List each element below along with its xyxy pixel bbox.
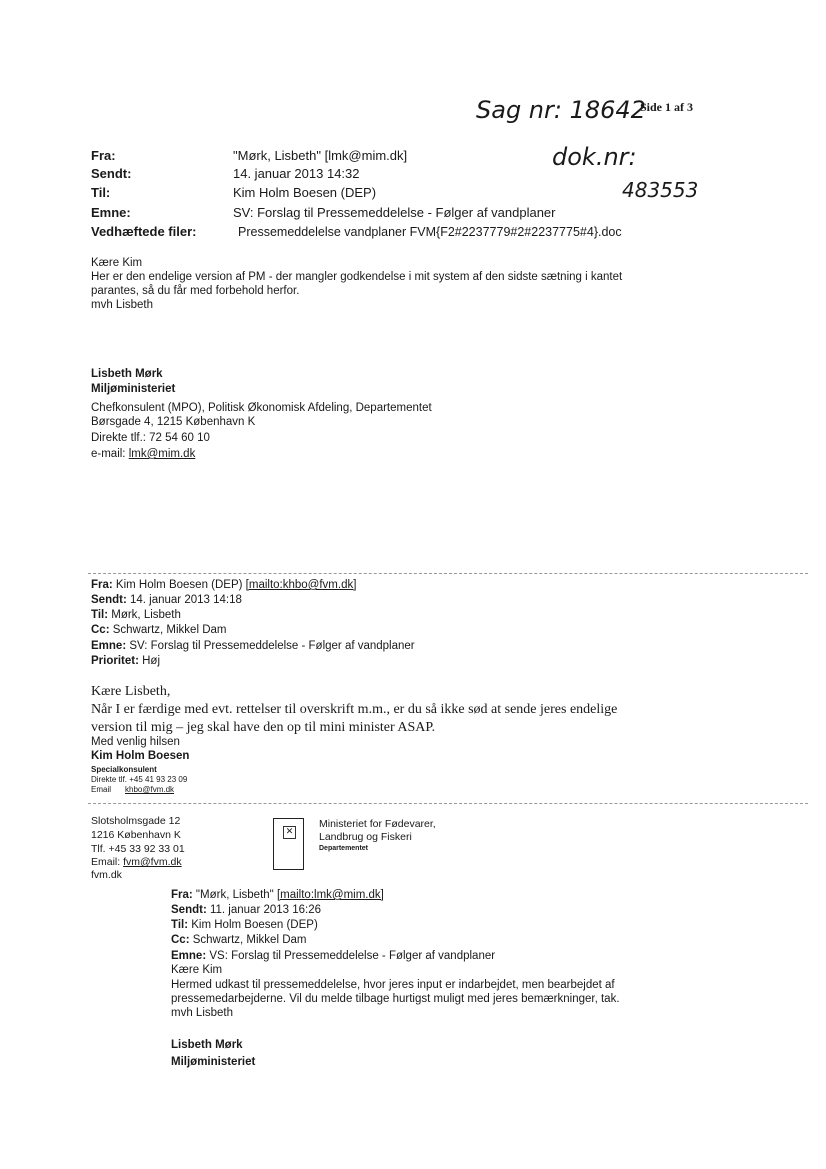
body-signoff: mvh Lisbeth xyxy=(91,299,154,311)
quoted2-sent-value: 11. januar 2013 16:26 xyxy=(206,904,322,916)
signature-address: Børsgade 4, 1215 København K xyxy=(91,416,256,428)
quoted-priority-line xyxy=(91,655,160,667)
quoted-sent-value: 14. januar 2013 14:18 xyxy=(126,594,242,606)
quoted-body-line: Når I er færdige med evt. rettelser til overskrift m.m., er du så ikke sød at sende jeres endelige xyxy=(91,702,618,717)
footer-website[interactable]: fvm.dk xyxy=(91,869,122,881)
quoted2-cc-label: Cc: xyxy=(171,934,190,946)
quoted-subject-value: SV: Forslag til Pressemeddelelse - Følger af vandplaner xyxy=(126,640,415,652)
signature-email-line xyxy=(91,448,195,460)
body-greeting: Kære Kim xyxy=(91,257,143,269)
quoted2-signature-org: Miljøministeriet xyxy=(171,1056,256,1068)
quoted-from-value: Kim Holm Boesen (DEP) xyxy=(112,579,246,591)
ministry-logo-placeholder xyxy=(273,818,304,870)
quoted-sent-label: Sendt: xyxy=(91,594,127,606)
signature-title: Chefkonsulent (MPO), Politisk Økonomisk Afdeling, Departementet xyxy=(91,402,432,414)
quoted-sender-email-link[interactable]: khbo@fvm.dk xyxy=(125,785,175,794)
quoted2-from-line xyxy=(171,889,384,901)
quoted-from-mailto-link[interactable]: [mailto:khbo@fvm.dk] xyxy=(245,579,357,591)
from-value: "Mørk, Lisbeth" [lmk@mim.dk] xyxy=(233,148,408,163)
signature-phone: Direkte tlf.: 72 54 60 10 xyxy=(91,432,210,444)
quoted-sent-line xyxy=(91,594,242,606)
quoted2-from-value: "Mørk, Lisbeth" xyxy=(192,889,277,901)
quoted2-sent-line xyxy=(171,904,321,916)
signature-email-link[interactable]: lmk@mim.dk xyxy=(128,448,196,460)
ministry-name-line1: Ministeriet for Fødevarer, xyxy=(319,818,436,830)
footer-divider xyxy=(88,803,808,804)
quoted-cc-label: Cc: xyxy=(91,624,110,636)
footer-street: Slotsholmsgade 12 xyxy=(91,815,181,827)
footer-email-label: Email: xyxy=(91,856,124,868)
quoted-from-label: Fra: xyxy=(91,579,113,591)
from-label: Fra: xyxy=(91,148,116,163)
footer-phone: Tlf. +45 33 92 33 01 xyxy=(91,843,185,855)
quoted2-to-line xyxy=(171,919,318,931)
ministry-name-line2: Landbrug og Fiskeri xyxy=(319,831,412,843)
quoted-sender-email-label: Email xyxy=(91,785,112,794)
quoted-sender-title: Specialkonsulent xyxy=(91,765,157,774)
signature-email-label: e-mail: xyxy=(91,448,129,460)
quoted-body-line: version til mig – jeg skal have den op til mini minister ASAP. xyxy=(91,720,436,735)
handwritten-case-number: Sag nr: 18642 xyxy=(476,96,646,124)
quoted2-cc-value: Schwartz, Mikkel Dam xyxy=(189,934,307,946)
body-line: Her er den endelige version af PM - der mangler godkendelse i mit system af den sidste sætning i kantet xyxy=(91,271,623,283)
quoted2-subject-value: VS: Forslag til Pressemeddelelse - Følger af vandplaner xyxy=(206,950,496,962)
quoted-cc-line xyxy=(91,624,226,636)
quoted-from-line xyxy=(91,579,356,591)
attachments-label: Vedhæftede filer: xyxy=(91,224,197,239)
page-number: Side 1 af 3 xyxy=(640,100,694,114)
subject-value: SV: Forslag til Pressemeddelelse - Følger af vandplaner xyxy=(233,205,556,220)
quoted2-signoff: mvh Lisbeth xyxy=(171,1007,234,1019)
broken-image-icon: ✕ xyxy=(283,826,296,839)
quoted2-body-line: Hermed udkast til pressemeddelelse, hvor jeres input er indarbejdet, men bearbejdet af xyxy=(171,979,615,991)
quoted-sender-name: Kim Holm Boesen xyxy=(91,750,190,762)
quoted-to-label: Til: xyxy=(91,609,109,621)
quoted-sender-phone: Direkte tlf. +45 41 93 23 09 xyxy=(91,775,188,784)
footer-city: 1216 København K xyxy=(91,829,181,841)
quoted-sender-email-line xyxy=(91,785,174,794)
signature-name: Lisbeth Mørk xyxy=(91,368,163,380)
quoted2-greeting: Kære Kim xyxy=(171,964,223,976)
quoted-priority-label: Prioritet: xyxy=(91,655,139,667)
quoted2-to-label: Til: xyxy=(171,919,189,931)
sent-label: Sendt: xyxy=(91,166,132,181)
quoted-subject-line xyxy=(91,640,415,652)
quoted2-to-value: Kim Holm Boesen (DEP) xyxy=(188,919,318,931)
ministry-department: Departementet xyxy=(319,845,369,852)
to-value: Kim Holm Boesen (DEP) xyxy=(233,185,377,200)
quoted-to-value: Mørk, Lisbeth xyxy=(108,609,181,621)
quoted2-from-mailto-link[interactable]: [mailto:lmk@mim.dk] xyxy=(276,889,384,901)
quoted-closing: Med venlig hilsen xyxy=(91,736,180,748)
sent-value: 14. januar 2013 14:32 xyxy=(233,166,360,181)
signature-org: Miljøministeriet xyxy=(91,383,176,395)
quoted2-sent-label: Sendt: xyxy=(171,904,207,916)
handwritten-doc-label: dok.nr: xyxy=(552,143,637,171)
attachment-file[interactable]: Pressemeddelelse vandplaner FVM{F2#2237779#2#2237775#4}.doc xyxy=(238,225,622,239)
quote-divider xyxy=(88,573,808,574)
quoted-to-line xyxy=(91,609,181,621)
footer-email-line xyxy=(91,856,182,868)
quoted2-subject-label: Emne: xyxy=(171,950,207,962)
quoted2-subject-line xyxy=(171,950,495,962)
quoted2-body-line: pressemedarbejderne. Vil du melde tilbage hurtigst muligt med jeres bemærkninger, tak. xyxy=(171,993,620,1005)
quoted2-signature-name: Lisbeth Mørk xyxy=(171,1039,243,1051)
quoted-cc-value: Schwartz, Mikkel Dam xyxy=(109,624,227,636)
quoted-greeting: Kære Lisbeth, xyxy=(91,684,171,699)
footer-email-link[interactable]: fvm@fvm.dk xyxy=(123,856,182,868)
quoted2-cc-line xyxy=(171,934,306,946)
subject-label: Emne: xyxy=(91,205,131,220)
handwritten-doc-number: 483553 xyxy=(622,178,699,202)
quoted2-from-label: Fra: xyxy=(171,889,193,901)
body-line: parantes, så du får med forbehold herfor. xyxy=(91,285,300,297)
quoted-subject-label: Emne: xyxy=(91,640,127,652)
quoted-priority-value: Høj xyxy=(138,655,161,667)
to-label: Til: xyxy=(91,185,111,200)
